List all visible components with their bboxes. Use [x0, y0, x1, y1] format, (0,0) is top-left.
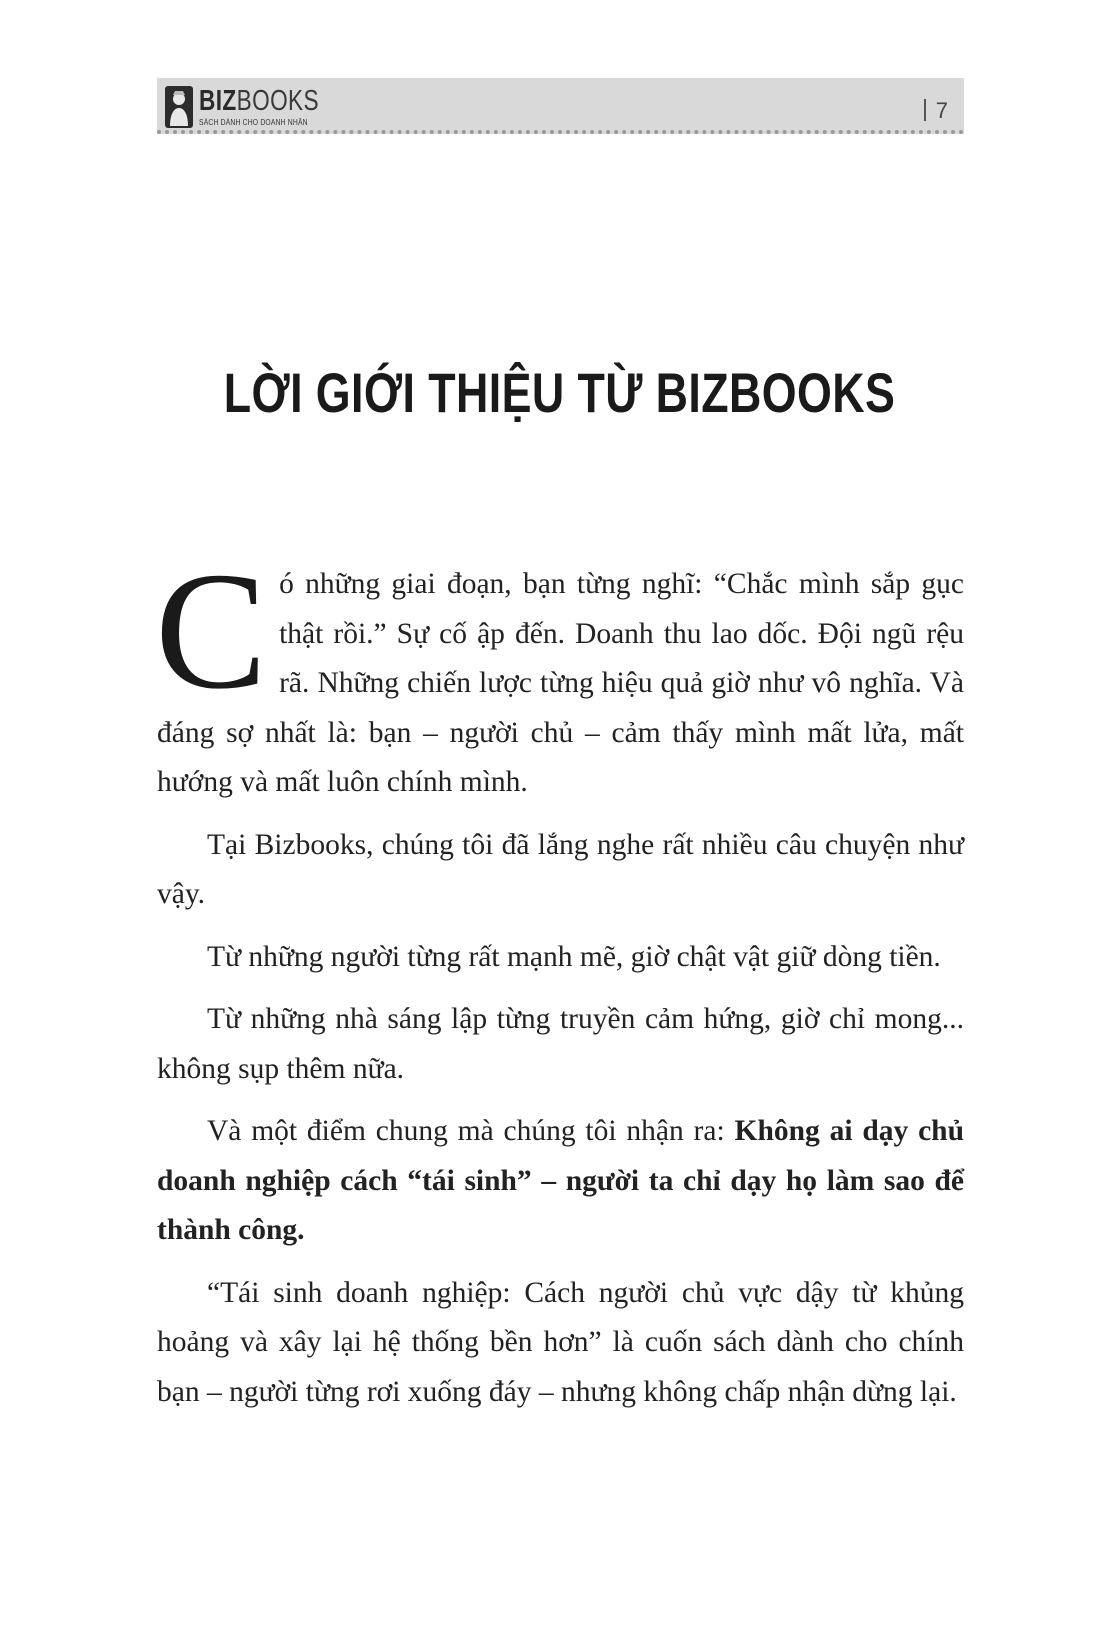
- logo-wordmark: [199, 87, 319, 116]
- paragraph-6: “Tái sinh doanh nghiệp: Cách người chủ vực dậy từ khủng hoảng và xây lại hệ thống bền hơn” là cuốn sách dành cho chính bạn – người từng rơi xuống đáy – nhưng không chấp nhận dừng lại.: [157, 1276, 964, 1408]
- paragraph-5-text: Và một điểm chung mà chúng tôi nhận ra:: [207, 1115, 735, 1147]
- paragraph-1: [155, 538, 964, 808]
- drop-cap: C: [155, 538, 268, 724]
- logo-wordmark-books: BOOKS: [236, 85, 320, 117]
- body-text: [155, 538, 964, 1430]
- page-number: [924, 98, 948, 124]
- running-header: [157, 78, 964, 134]
- page-number-value: 7: [935, 98, 948, 123]
- paragraph-5: [157, 1107, 964, 1256]
- paragraph-4: Từ những nhà sáng lập từng truyền cảm hứng, giờ chỉ mong... không sụp thêm nữa.: [157, 1003, 964, 1085]
- bizbooks-logo: [165, 84, 353, 130]
- paragraph-3: Từ những người từng rất mạnh mẽ, giờ chật vật giữ dòng tiền.: [207, 940, 941, 973]
- logo-tagline: SÁCH DÀNH CHO DOANH NHÂN: [199, 118, 308, 127]
- paragraph-5-emphasis: Không ai dạy chủ doanh nghiệp cách “tái sinh” – người ta chỉ dạy họ làm sao để thành công.: [157, 1115, 964, 1246]
- paragraph-2: Tại Bizbooks, chúng tôi đã lắng nghe rất nhiều câu chuyện như vậy.: [157, 828, 964, 910]
- paragraph-1-text: ó những giai đoạn, bạn từng nghĩ: “Chắc mình sắp gục thật rồi.” Sự cố ập đến. Doanh thu lao dốc. Đội ngũ rệu rã. Những chiến lược từng hiệu quả giờ như vô nghĩa. Và đáng sợ nhất là: bạn – người chủ – cảm thấy mình mất lửa, mất hướng và mất luôn chính mình.: [157, 568, 964, 798]
- chapter-title: LỜI GIỚI THIỆU TỪ BIZBOOKS: [223, 361, 896, 424]
- page-number-separator: [924, 99, 926, 121]
- logo-wordmark-biz: BIZ: [199, 85, 237, 117]
- logo-emblem-icon: [165, 86, 193, 128]
